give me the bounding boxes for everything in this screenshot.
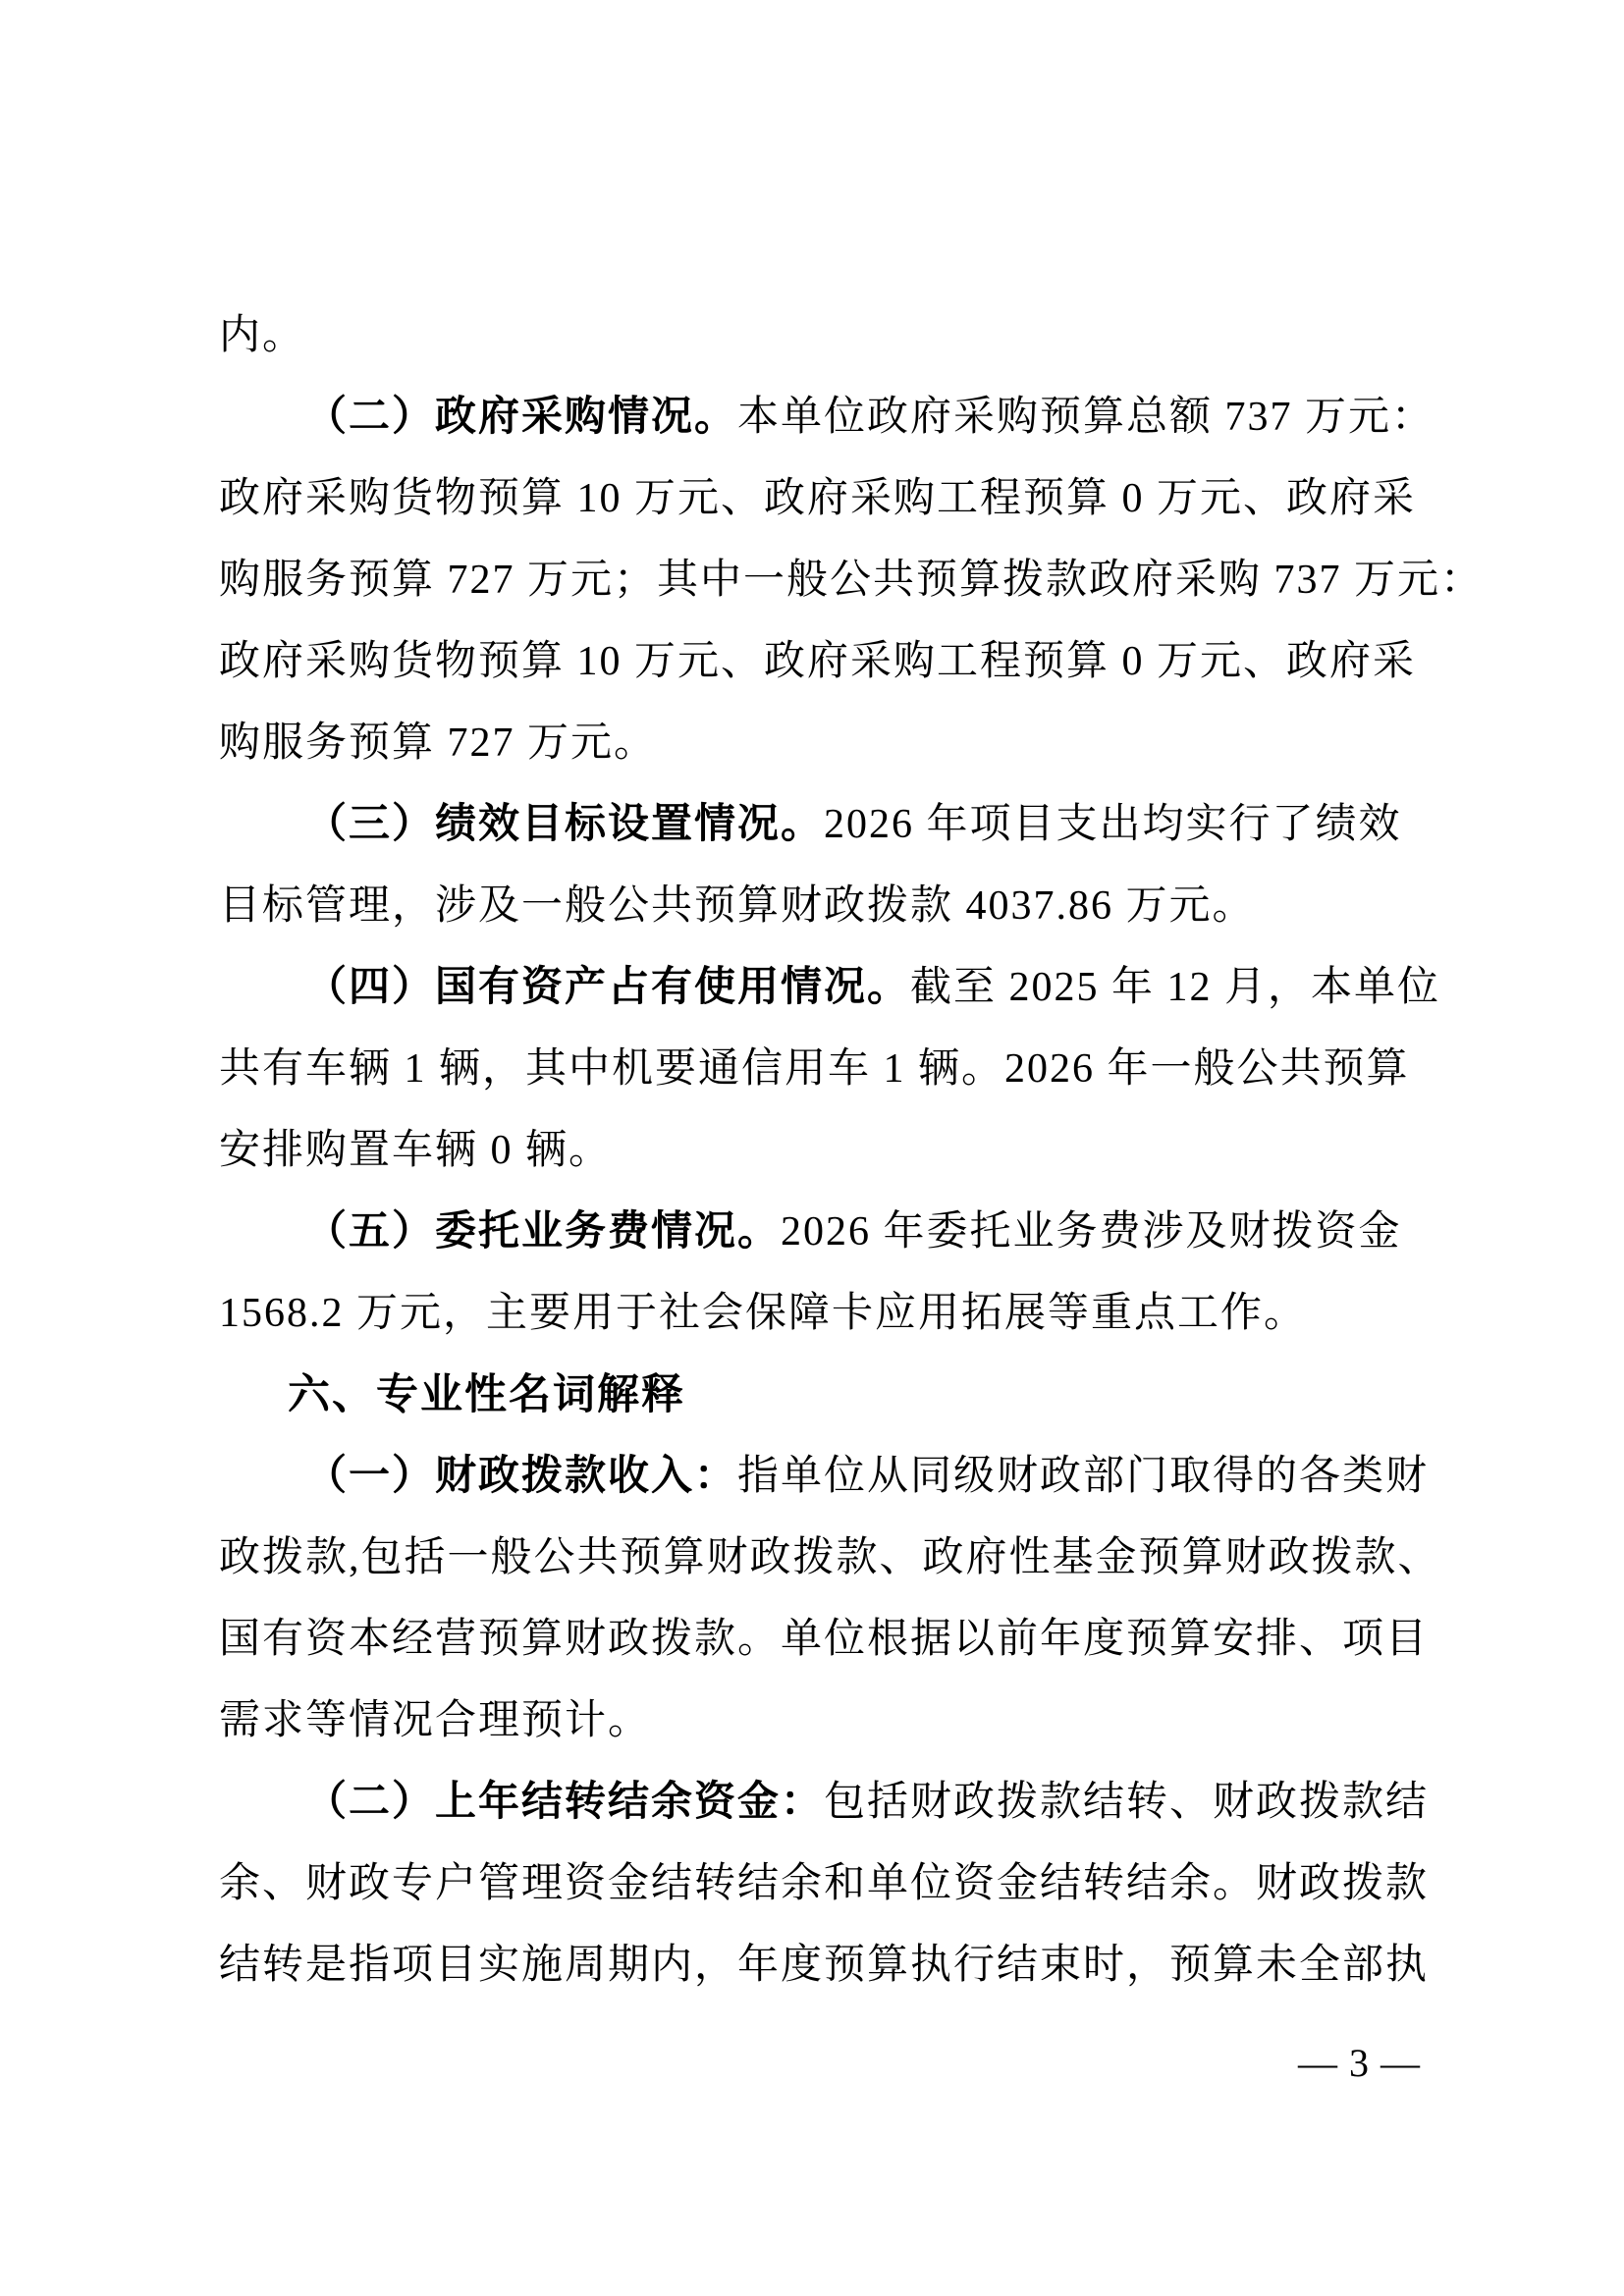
subsection-label: （三）绩效目标设置情况。: [305, 802, 825, 847]
text-line: [219, 1925, 1456, 2006]
text-line: [219, 621, 1456, 703]
text-line: [219, 1518, 1456, 1599]
text-line: [219, 1273, 1456, 1355]
text-line: [219, 458, 1456, 540]
subsection-label: （二）政府采购情况。: [305, 395, 738, 440]
text-line: [219, 1599, 1456, 1681]
text-line: [219, 295, 1456, 377]
line-body: 安排购置车辆 0 辆。: [219, 1128, 613, 1173]
subsection-label: （四）国有资产占有使用情况。: [305, 965, 911, 1010]
line-body: 内。: [219, 313, 306, 358]
line-body: 政府采购货物预算 10 万元、政府采购工程预算 0 万元、政府采: [219, 639, 1417, 684]
subsection-label: （一）财政拨款收入：: [305, 1454, 738, 1499]
text-line: [219, 947, 1456, 1029]
document-body: [219, 295, 1485, 2006]
line-body: 购服务预算 727 万元。: [219, 721, 658, 766]
text-line: [219, 1192, 1456, 1273]
line-body: 2026 年委托业务费涉及财拨资金: [781, 1209, 1402, 1255]
subsection-label: （五）委托业务费情况。: [305, 1209, 782, 1255]
line-body: 需求等情况合理预计。: [219, 1698, 652, 1743]
line-body: 政府采购货物预算 10 万元、政府采购工程预算 0 万元、政府采: [219, 476, 1417, 521]
line-body: 指单位从同级财政部门取得的各类财: [737, 1454, 1430, 1499]
text-line: [219, 703, 1456, 784]
text-line: [219, 1029, 1456, 1110]
section-heading: 六、专业性名词解释: [288, 1371, 685, 1418]
text-line: [219, 377, 1456, 458]
line-body: 购服务预算 727 万元；其中一般公共预算拨款政府采购 737 万元：: [219, 558, 1485, 603]
text-line: [219, 866, 1456, 947]
text-line: [219, 1762, 1456, 1843]
text-line: [219, 1843, 1456, 1925]
line-body: 1568.2 万元，主要用于社会保障卡应用拓展等重点工作。: [219, 1291, 1308, 1336]
line-body: 余、财政专户管理资金结转结余和单位资金结转结余。财政拨款: [219, 1861, 1430, 1906]
page-number: — 3 —: [1298, 2041, 1421, 2085]
text-line: [219, 540, 1485, 621]
line-body: 截至 2025 年 12 月，本单位: [910, 965, 1441, 1010]
text-line: [219, 1436, 1456, 1518]
line-body: 2026 年项目支出均实行了绩效: [824, 802, 1402, 847]
line-body: 结转是指项目实施周期内，年度预算执行结束时，预算未全部执: [219, 1943, 1430, 1988]
subsection-label: （二）上年结转结余资金：: [305, 1780, 825, 1825]
line-body: 共有车辆 1 辆，其中机要通信用车 1 辆。2026 年一般公共预算: [219, 1046, 1410, 1092]
line-body: 目标管理，涉及一般公共预算财政拨款 4037.86 万元。: [219, 883, 1256, 929]
line-body: 本单位政府采购预算总额 737 万元：: [737, 395, 1435, 440]
text-line: [219, 1681, 1456, 1762]
text-line: [219, 1110, 1456, 1192]
line-body: 政拨款,包括一般公共预算财政拨款、政府性基金预算财政拨款、: [219, 1535, 1441, 1580]
line-body: 国有资本经营预算财政拨款。单位根据以前年度预算安排、项目: [219, 1617, 1430, 1662]
line-body: 包括财政拨款结转、财政拨款结: [824, 1780, 1430, 1825]
text-line: [219, 784, 1456, 866]
